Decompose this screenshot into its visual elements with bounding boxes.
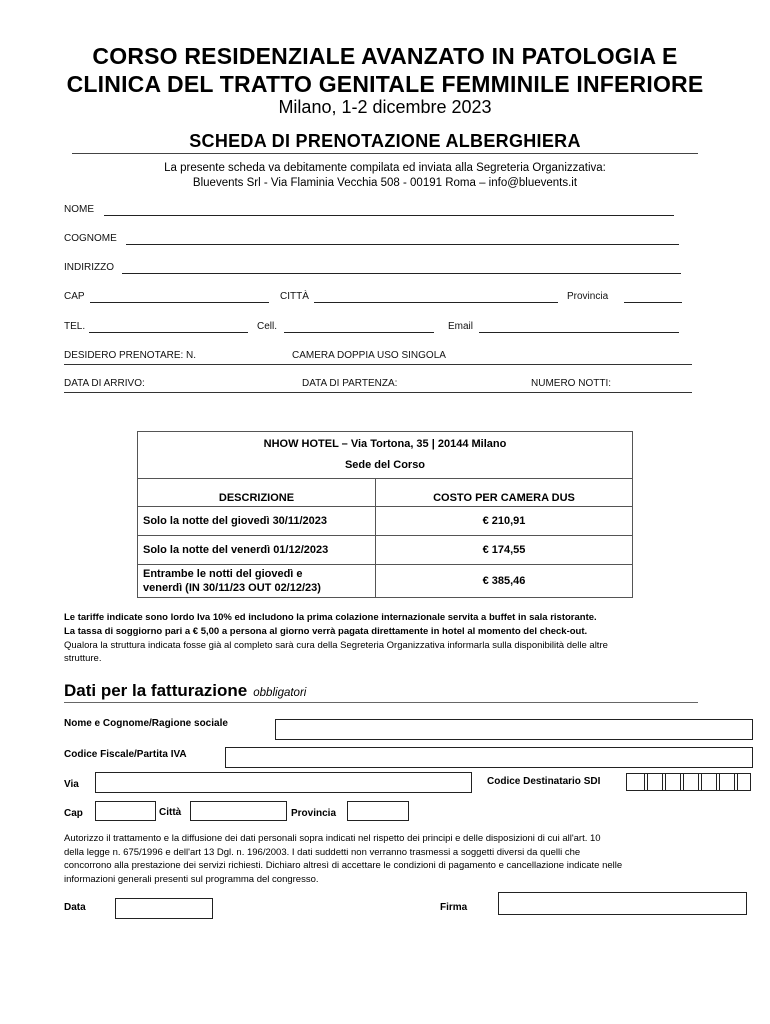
cognome-field[interactable] [126, 244, 679, 245]
desidero-label: DESIDERO PRENOTARE: N. [64, 350, 197, 361]
hotel-venue-note: Sede del Corso [344, 459, 426, 471]
course-title-line2: CLINICA DEL TRATTO GENITALE FEMMINILE INFERIORE [66, 71, 704, 97]
privacy-line3: concorrono alla prestazione dei servizi richiesti. Dichiaro altresì di accettare le condizioni di pagamento e cancellazione indicate nelle [64, 860, 623, 871]
intro-line2: Bluevents Srl - Via Flaminia Vecchia 508 - 00191 Roma – info@bluevents.it [192, 177, 578, 189]
row-price: € 210,91 [376, 507, 633, 536]
billing-divider [64, 702, 698, 703]
cap-billing-label: Cap [64, 808, 83, 819]
note-tassa: La tassa di soggiorno pari a € 5,00 a persona al giorno verrà pagata direttamente in hotel al momento del check-out. [64, 626, 588, 637]
col-descrizione: DESCRIZIONE [138, 479, 376, 507]
row-label-line2: venerdì (IN 30/11/23 OUT 02/12/23) [143, 582, 321, 594]
provincia-label: Provincia [567, 291, 609, 302]
codice-fiscale-label: Codice Fiscale/Partita IVA [64, 749, 187, 760]
cell-label: Cell. [257, 321, 278, 332]
billing-title [64, 681, 306, 701]
desidero-field[interactable] [64, 364, 692, 365]
hotel-name: NHOW HOTEL – Via Tortona, 35 | 20144 Milano [263, 438, 507, 450]
data-input[interactable] [115, 898, 213, 919]
indirizzo-field[interactable] [122, 273, 681, 274]
arrivo-label: DATA DI ARRIVO: [64, 378, 145, 389]
tel-label: TEL. [64, 321, 86, 332]
intro-line1: La presente scheda va debitamente compilata ed inviata alla Segreteria Organizzativa: [164, 162, 606, 174]
cap-field[interactable] [90, 302, 269, 303]
table-row [138, 536, 633, 565]
nome-label: NOME [64, 204, 94, 215]
nome-field[interactable] [104, 215, 674, 216]
row-price: € 385,46 [376, 565, 633, 598]
col-costo: COSTO PER CAMERA DUS [376, 479, 633, 507]
email-field[interactable] [479, 332, 679, 333]
billing-title-text: Dati per la fatturazione [64, 681, 248, 700]
privacy-line1: Autorizzo il trattamento e la diffusione dei dati personali sopra indicati nel rispetto dei principi e delle disposizioni di cui all'art. 10 [64, 833, 601, 844]
hotel-rates-table [137, 431, 633, 598]
title-divider [72, 153, 698, 154]
note-struttura-cont: strutture. [64, 653, 102, 664]
cognome-label: COGNOME [64, 233, 117, 244]
hotel-header [138, 432, 633, 479]
row-label-line1: Entrambe le notti del giovedì e [143, 568, 303, 580]
email-label: Email [448, 321, 474, 332]
cap-billing-input[interactable] [95, 801, 156, 821]
dates-field[interactable] [64, 392, 692, 393]
sdi-label: Codice Destinatario SDI [487, 776, 601, 787]
partenza-label: DATA DI PARTENZA: [302, 378, 398, 389]
row-label [138, 565, 376, 598]
form-title: SCHEDA DI PRENOTAZIONE ALBERGHIERA [189, 131, 581, 151]
row-price: € 174,55 [376, 536, 633, 565]
via-label: Via [64, 779, 79, 790]
table-row [138, 565, 633, 598]
firma-label: Firma [440, 902, 468, 913]
citta-field[interactable] [314, 302, 558, 303]
citta-label: CITTÀ [280, 291, 309, 302]
nome-ragione-input[interactable] [275, 719, 753, 740]
note-struttura: Qualora la struttura indicata fosse già al completo sarà cura della Segreteria Organizzativa informarla sulla disponibilità delle altre [64, 640, 608, 651]
cap-label: CAP [64, 291, 85, 302]
notti-label: NUMERO NOTTI: [531, 378, 611, 389]
codice-fiscale-input[interactable] [225, 747, 753, 768]
camera-type-label: CAMERA DOPPIA USO SINGOLA [292, 350, 446, 361]
citta-billing-input[interactable] [190, 801, 287, 821]
via-input[interactable] [95, 772, 472, 793]
cell-field[interactable] [284, 332, 434, 333]
row-label: Solo la notte del venerdì 01/12/2023 [138, 536, 376, 565]
table-row [138, 507, 633, 536]
privacy-line2: della legge n. 675/1996 e dell'art 13 Dgl. n. 196/2003. I dati suddetti non verranno trasmessi a soggetti diversi da quelli che [64, 847, 581, 858]
billing-required-note: obbligatori [253, 687, 307, 699]
course-date: Milano, 1-2 dicembre 2023 [278, 97, 492, 117]
firma-input[interactable] [498, 892, 747, 915]
provincia-billing-input[interactable] [347, 801, 409, 821]
provincia-billing-label: Provincia [291, 808, 337, 819]
sdi-input[interactable] [626, 773, 751, 791]
row-label: Solo la notte del giovedì 30/11/2023 [138, 507, 376, 536]
privacy-line4: informazioni generali presenti sul programma del congresso. [64, 874, 319, 885]
course-title-line1: CORSO RESIDENZIALE AVANZATO IN PATOLOGIA E [92, 43, 678, 69]
note-tariffe: Le tariffe indicate sono lordo Iva 10% ed includono la prima colazione internazionale servita a buffet in sala ristorante. [64, 612, 597, 623]
citta-billing-label: Città [159, 807, 182, 818]
tel-field[interactable] [89, 332, 248, 333]
indirizzo-label: INDIRIZZO [64, 262, 114, 273]
data-label: Data [64, 902, 86, 913]
sdi-char-boxes [626, 773, 751, 791]
provincia-field[interactable] [624, 302, 682, 303]
nome-ragione-label: Nome e Cognome/Ragione sociale [64, 718, 228, 729]
